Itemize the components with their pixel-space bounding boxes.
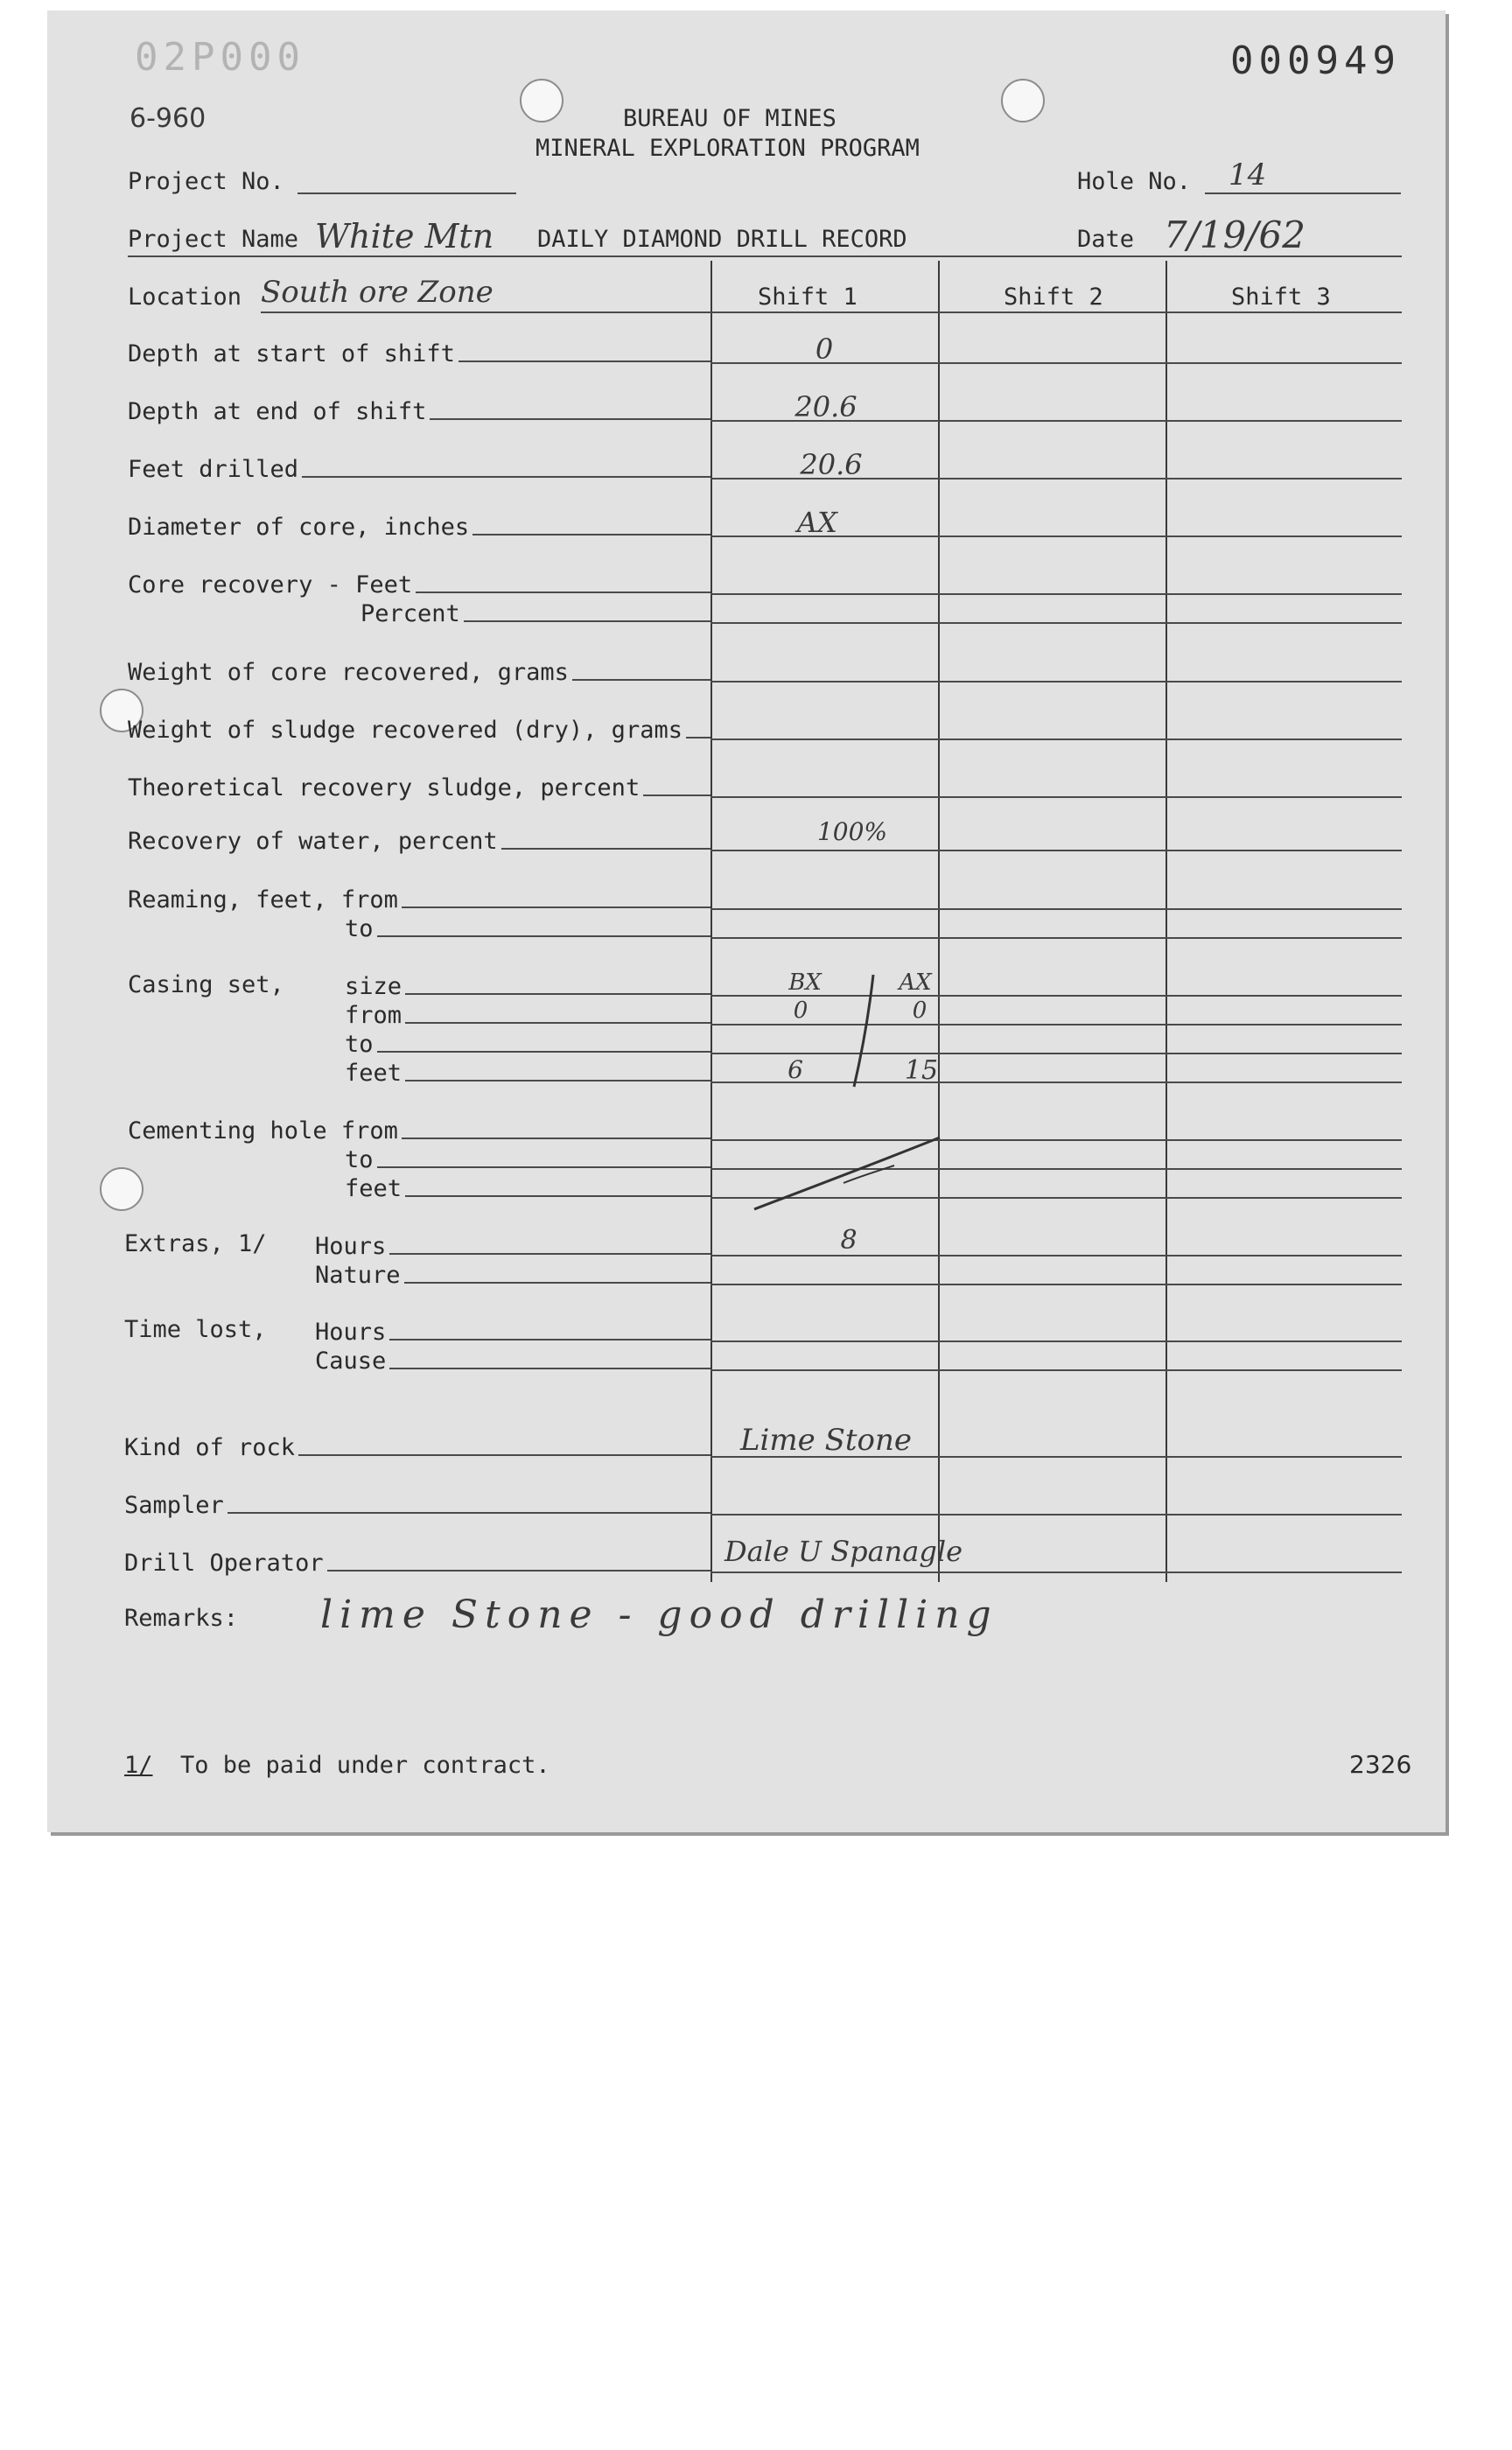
row-casing-size: size xyxy=(345,965,710,1000)
row-casing-to: to xyxy=(345,1023,710,1058)
row-feet-drilled: Feet drilled xyxy=(128,448,710,483)
grid-hline xyxy=(710,738,1402,740)
row-diameter: Diameter of core, inches xyxy=(128,506,710,541)
row-kind-rock: Kind of rock xyxy=(124,1426,710,1461)
casing-label: Casing set, xyxy=(128,971,284,998)
grid-vline-3 xyxy=(1166,261,1167,1582)
footnote-text: To be paid under contract. xyxy=(180,1752,550,1779)
grid-hline xyxy=(710,1024,1402,1026)
agency-title: BUREAU OF MINES xyxy=(623,105,836,132)
grid-vline-1 xyxy=(710,261,712,1582)
project-no-label: Project No. xyxy=(128,168,284,195)
row-casing-from: from xyxy=(345,994,710,1029)
row-operator: Drill Operator xyxy=(124,1542,710,1577)
shift1-depth-start: 0 xyxy=(815,332,834,366)
hole-no-line xyxy=(1205,192,1401,194)
grid-hline xyxy=(710,850,1402,851)
shift1-extras-hours: 8 xyxy=(840,1225,858,1256)
row-time-cause: Cause xyxy=(315,1340,710,1375)
shift1-water: 100% xyxy=(816,817,888,846)
grid-hline xyxy=(710,1369,1402,1371)
grid-hline xyxy=(710,312,1402,313)
shift3-heading: Shift 3 xyxy=(1231,284,1331,311)
grid-hline xyxy=(710,908,1402,910)
date-label: Date xyxy=(1077,226,1135,253)
faded-stamp-number: 02P000 xyxy=(135,35,305,80)
row-reaming-to: to xyxy=(345,907,710,942)
grid-hline xyxy=(710,1340,1402,1342)
grid-hline xyxy=(710,593,1402,595)
row-depth-start: Depth at start of shift xyxy=(128,332,710,368)
shift1-heading: Shift 1 xyxy=(758,284,858,311)
row-theoretical: Theoretical recovery sludge, percent xyxy=(128,766,710,802)
remarks-label: Remarks: xyxy=(124,1605,239,1632)
grid-hline xyxy=(710,1255,1402,1256)
shift1-operator: Dale U Spanagle xyxy=(724,1535,963,1568)
grid-hline xyxy=(710,796,1402,798)
grid-hline xyxy=(710,681,1402,682)
row-casing-feet: feet xyxy=(345,1052,710,1087)
row-weight-core: Weight of core recovered, grams xyxy=(128,651,710,686)
row-weight-sludge: Weight of sludge recovered (dry), grams xyxy=(128,709,710,744)
grid-vline-2 xyxy=(938,261,940,1582)
grid-hline xyxy=(710,937,1402,939)
extras-label: Extras, 1/ xyxy=(124,1230,267,1257)
record-title: DAILY DIAMOND DRILL RECORD xyxy=(537,226,907,253)
hole-no-label: Hole No. xyxy=(1077,168,1192,195)
date-value: 7/19/62 xyxy=(1164,214,1306,256)
form-code: 2326 xyxy=(1349,1750,1412,1779)
shift1-casing-feet-b: 15 xyxy=(904,1055,939,1086)
header-rule xyxy=(128,256,1402,257)
grid-hline xyxy=(710,622,1402,624)
row-sampler: Sampler xyxy=(124,1484,710,1519)
punch-hole xyxy=(1001,79,1045,122)
row-reaming: Reaming, feet, from xyxy=(128,878,710,914)
row-depth-end: Depth at end of shift xyxy=(128,390,710,425)
shift1-depth-end: 20.6 xyxy=(794,390,858,424)
shift1-casing-size-a: BX xyxy=(788,970,822,996)
shift1-diameter: AX xyxy=(797,506,837,539)
row-cementing: Cementing hole from xyxy=(128,1110,710,1144)
location-line xyxy=(261,312,710,313)
grid-hline xyxy=(710,1514,1402,1516)
punch-hole xyxy=(100,1167,144,1211)
form-sheet xyxy=(47,10,1446,1832)
location-value: South ore Zone xyxy=(261,275,494,310)
project-no-line xyxy=(298,192,516,194)
project-name-value: White Mtn xyxy=(315,217,494,256)
project-name-label: Project Name xyxy=(128,226,299,253)
row-water: Recovery of water, percent xyxy=(128,820,710,855)
cementing-slash-stroke xyxy=(747,1130,957,1218)
footnote-mark: 1/ xyxy=(124,1752,153,1779)
punch-hole xyxy=(520,79,564,122)
form-number: 6-960 xyxy=(130,103,206,134)
grid-hline xyxy=(710,1284,1402,1285)
grid-hline xyxy=(710,1572,1402,1573)
hole-no-value: 14 xyxy=(1228,158,1267,192)
shift2-heading: Shift 2 xyxy=(1004,284,1103,311)
shift1-casing-from-b: 0 xyxy=(912,998,928,1024)
shift1-feet-drilled: 20.6 xyxy=(800,448,863,481)
time-lost-label: Time lost, xyxy=(124,1316,267,1343)
stamp-number: 000949 xyxy=(1230,38,1401,83)
shift1-casing-feet-a: 6 xyxy=(788,1055,803,1084)
row-extras-hours: Hours xyxy=(315,1225,710,1260)
program-title: MINERAL EXPLORATION PROGRAM xyxy=(536,135,920,162)
row-extras-nature: Nature xyxy=(315,1254,710,1289)
location-label: Location xyxy=(128,284,242,311)
shift1-casing-size-b: AX xyxy=(899,970,932,996)
grid-hline xyxy=(710,1053,1402,1054)
row-cementing-to: to xyxy=(345,1138,710,1173)
row-percent: Percent xyxy=(360,592,710,627)
remarks-text: lime Stone - good drilling xyxy=(320,1592,998,1637)
shift1-kind-rock: Lime Stone xyxy=(739,1423,913,1458)
row-time-hours: Hours xyxy=(315,1311,710,1346)
casing-divider-stroke xyxy=(835,971,887,1094)
shift1-casing-from-a: 0 xyxy=(793,998,808,1024)
row-cementing-feet: feet xyxy=(345,1167,710,1202)
row-core-recovery: Core recovery - Feet xyxy=(128,564,710,598)
